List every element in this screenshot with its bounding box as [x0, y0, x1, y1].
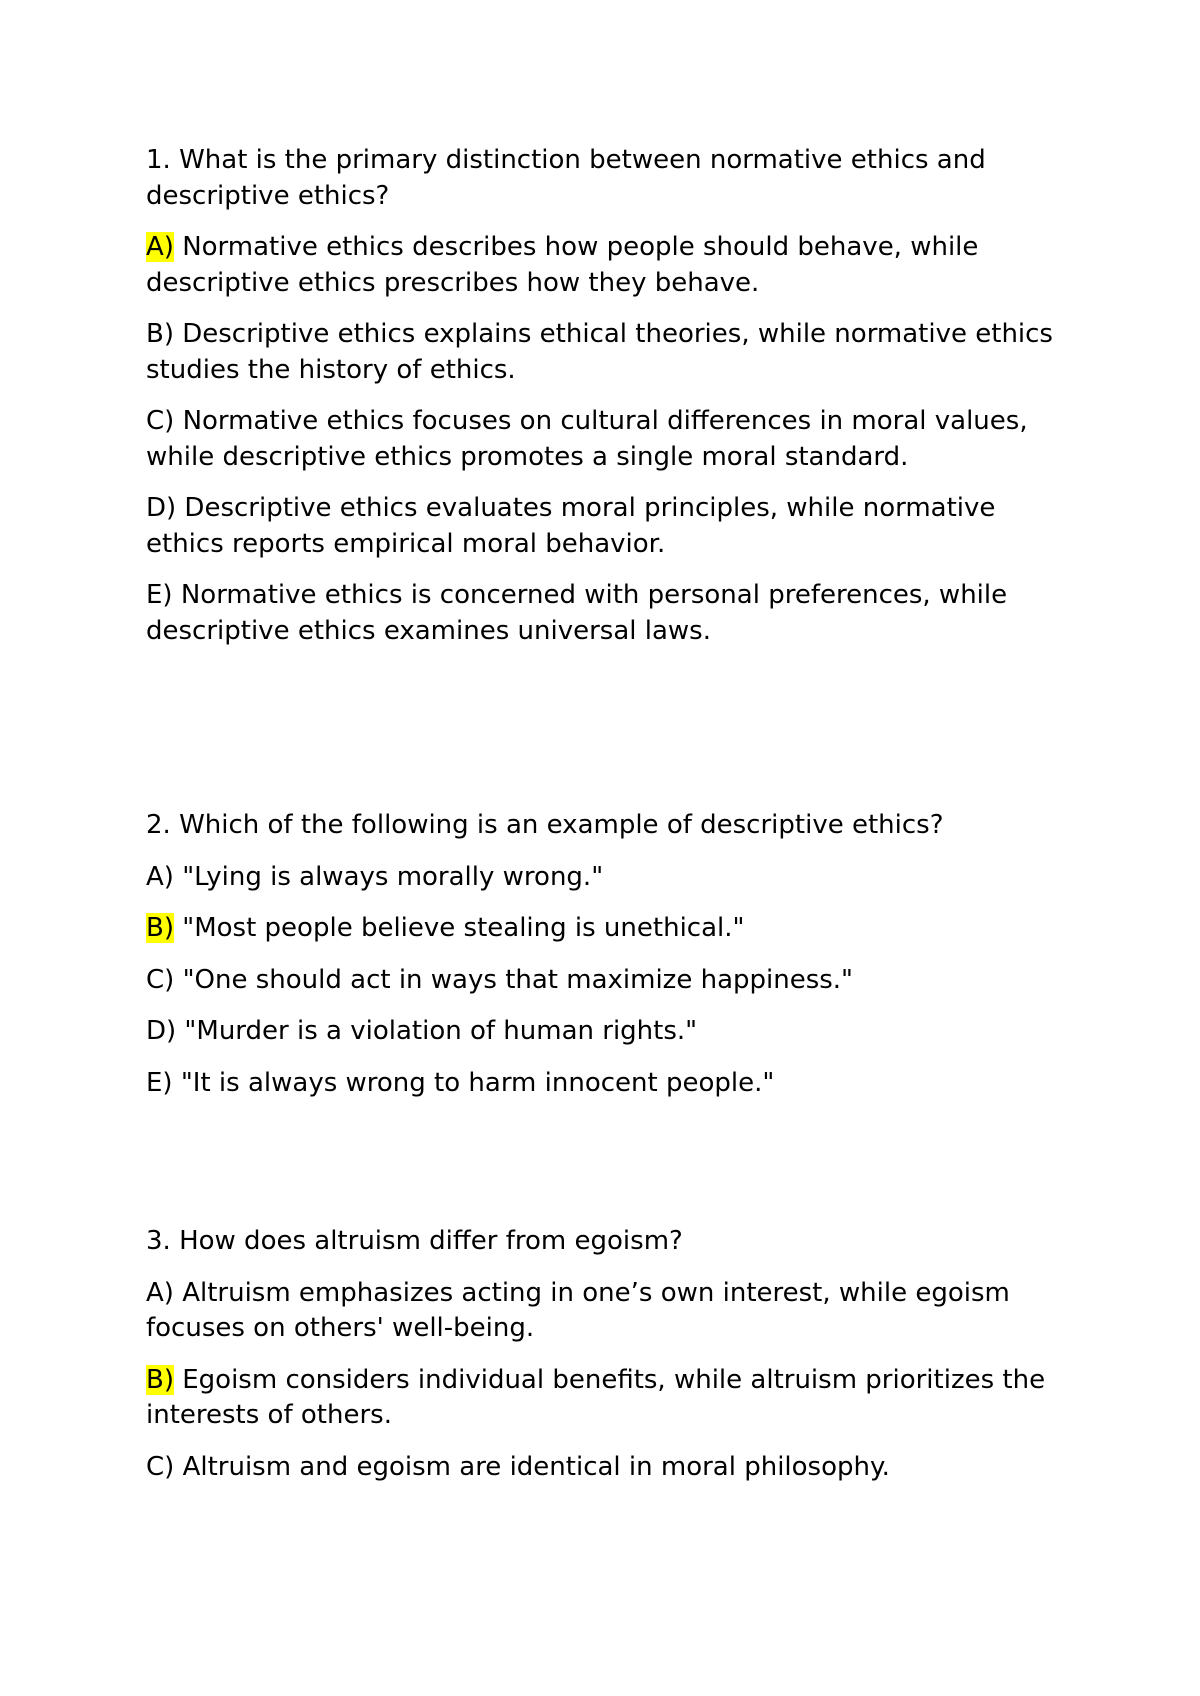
question-1-option-a [146, 230, 1076, 301]
option-text: Descriptive ethics explains ethical theories, while normative ethics studies the history of ethics. [146, 319, 1053, 385]
option-letter: E) [146, 580, 173, 610]
option-letter: C) [146, 964, 175, 995]
question-2-option-e [146, 1066, 1076, 1102]
option-letter: B) [146, 913, 174, 943]
option-text: Altruism and egoism are identical in moral philosophy. [174, 1451, 890, 1482]
question-3-option-c [146, 1450, 1076, 1486]
question-3 [146, 1224, 1076, 1501]
option-text: "Murder is a violation of human rights." [176, 1016, 698, 1046]
question-3-option-a [146, 1276, 1076, 1347]
option-text: "One should act in ways that maximize happiness." [174, 964, 854, 995]
option-text: Normative ethics focuses on cultural differences in moral values, while descriptive ethics promotes a single moral standard. [146, 406, 1028, 472]
question-3-prompt: 3. How does altruism differ from egoism? [146, 1226, 683, 1256]
question-2 [146, 808, 1076, 1117]
question-3-option-b [146, 1363, 1076, 1434]
option-text: "Lying is always morally wrong." [173, 861, 604, 892]
option-letter: E) [146, 1067, 173, 1098]
question-2-option-c [146, 963, 1076, 999]
option-text: Normative ethics is concerned with personal preferences, while descriptive ethics examines universal laws. [146, 580, 1008, 646]
question-1-option-c [146, 404, 1076, 475]
option-text: "It is always wrong to harm innocent people." [172, 1067, 775, 1098]
option-letter: B) [146, 319, 174, 349]
question-1-option-d [146, 491, 1076, 562]
question-1 [146, 143, 1076, 665]
option-letter: A) [146, 232, 174, 262]
option-text: Normative ethics describes how people should behave, while descriptive ethics prescribes how they behave. [146, 232, 979, 298]
option-text: Altruism emphasizes acting in one’s own interest, while egoism focuses on others' well-being. [146, 1277, 1010, 1343]
question-1-option-e [146, 578, 1076, 649]
option-letter: A) [146, 861, 174, 892]
question-1-prompt: 1. What is the primary distinction between normative ethics and descriptive ethics? [146, 145, 986, 211]
option-letter: B) [146, 1364, 174, 1395]
question-2-prompt: 2. Which of the following is an example of descriptive ethics? [146, 810, 944, 840]
option-text: "Most people believe stealing is unethical." [173, 913, 745, 943]
option-text: Egoism considers individual benefits, while altruism prioritizes the interests of others. [146, 1364, 1046, 1430]
option-letter: D) [146, 493, 177, 523]
option-letter: A) [146, 1277, 174, 1308]
question-2-option-b [146, 911, 1076, 947]
question-1-option-b [146, 317, 1076, 388]
option-letter: C) [146, 406, 175, 436]
option-letter: D) [146, 1016, 177, 1046]
option-letter: C) [146, 1451, 175, 1482]
option-text: Descriptive ethics evaluates moral principles, while normative ethics reports empirical moral behavior. [146, 493, 996, 559]
question-2-option-d [146, 1014, 1076, 1050]
question-2-option-a [146, 860, 1076, 896]
